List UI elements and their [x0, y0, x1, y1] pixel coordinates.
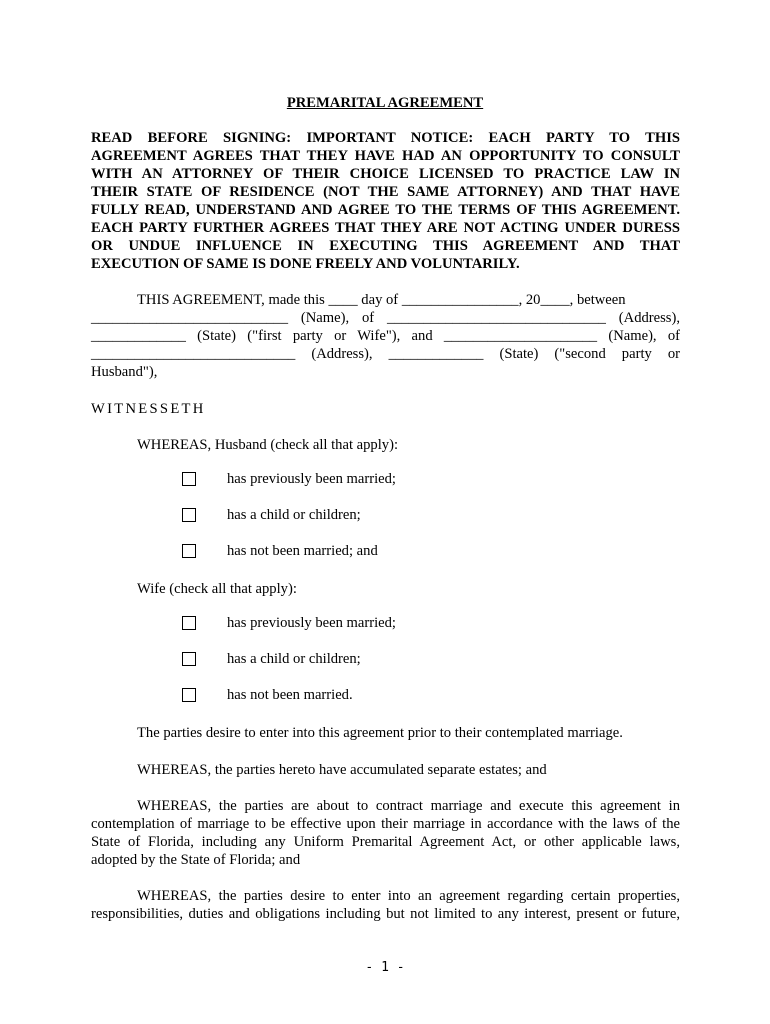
- wife-previously-married-checkbox[interactable]: [182, 616, 196, 630]
- notice-line: OR UNDUE INFLUENCE IN EXECUTING THIS AGREEMENT AND THAT: [91, 238, 680, 254]
- husband-has-children-checkbox[interactable]: [182, 508, 196, 522]
- notice-line: FULLY READ, UNDERSTAND AND AGREE TO THE TERMS OF THIS AGREEMENT.: [91, 202, 680, 218]
- notice-line: AGREEMENT AGREES THAT THEY HAVE HAD AN OPPORTUNITY TO CONSULT: [91, 148, 680, 164]
- agreement-intro-line: THIS AGREEMENT, made this ____ day of ________________, 20____, between: [137, 292, 626, 308]
- husband-intro: WHEREAS, Husband (check all that apply):: [137, 437, 398, 453]
- wife-option-label: has a child or children;: [227, 651, 361, 667]
- notice-line: THEIR STATE OF RESIDENCE (NOT THE SAME ATTORNEY) AND THAT HAVE: [91, 184, 680, 200]
- wife-not-married-checkbox[interactable]: [182, 688, 196, 702]
- notice-line: READ BEFORE SIGNING: IMPORTANT NOTICE: EACH PARTY TO THIS: [91, 130, 680, 146]
- wife-option-label: has not been married.: [227, 687, 353, 703]
- agreement-party-line: Husband"),: [91, 364, 158, 380]
- husband-option-label: has a child or children;: [227, 507, 361, 523]
- notice-line: EXECUTION OF SAME IS DONE FREELY AND VOLUNTARILY.: [91, 256, 520, 272]
- whereas-agreement-line: WHEREAS, the parties desire to enter into an agreement regarding certain properties,: [137, 888, 680, 904]
- husband-not-married-checkbox[interactable]: [182, 544, 196, 558]
- agreement-party-line: ___________________________ (Name), of ______________________________ (Address),: [91, 310, 680, 326]
- notice-line: EACH PARTY FURTHER AGREES THAT THEY ARE NOT ACTING UNDER DURESS: [91, 220, 680, 236]
- whereas-contract-line: WHEREAS, the parties are about to contract marriage and execute this agreement in: [137, 798, 680, 814]
- husband-option-label: has previously been married;: [227, 471, 396, 487]
- wife-intro: Wife (check all that apply):: [137, 581, 297, 597]
- document-title: PREMARITAL AGREEMENT: [286, 95, 484, 111]
- whereas-contract-line: State of Florida, including any Uniform Premarital Agreement Act, or other applicable laws,: [91, 834, 680, 850]
- whereas-estates-paragraph: WHEREAS, the parties hereto have accumulated separate estates; and: [137, 762, 547, 778]
- agreement-party-line: ____________________________ (Address), _____________ (State) ("second party or: [91, 346, 680, 362]
- page-number: - 1 -: [365, 960, 405, 975]
- wife-has-children-checkbox[interactable]: [182, 652, 196, 666]
- whereas-contract-line: adopted by the State of Florida; and: [91, 852, 301, 868]
- whereas-agreement-line: responsibilities, duties and obligations including but not limited to any interest, present or future,: [91, 906, 680, 922]
- husband-previously-married-checkbox[interactable]: [182, 472, 196, 486]
- wife-option-label: has previously been married;: [227, 615, 396, 631]
- husband-option-label: has not been married; and: [227, 543, 378, 559]
- whereas-contract-line: contemplation of marriage to be effective upon their marriage in accordance with the laws of the: [91, 816, 680, 832]
- desire-paragraph: The parties desire to enter into this agreement prior to their contemplated marriage.: [137, 725, 623, 741]
- agreement-party-line: _____________ (State) ("first party or Wife"), and _____________________ (Name), of: [91, 328, 680, 344]
- notice-line: WITH AN ATTORNEY OF THEIR CHOICE LICENSED TO PRACTICE LAW IN: [91, 166, 680, 182]
- witnesseth-heading: WITNESSETH: [91, 401, 206, 417]
